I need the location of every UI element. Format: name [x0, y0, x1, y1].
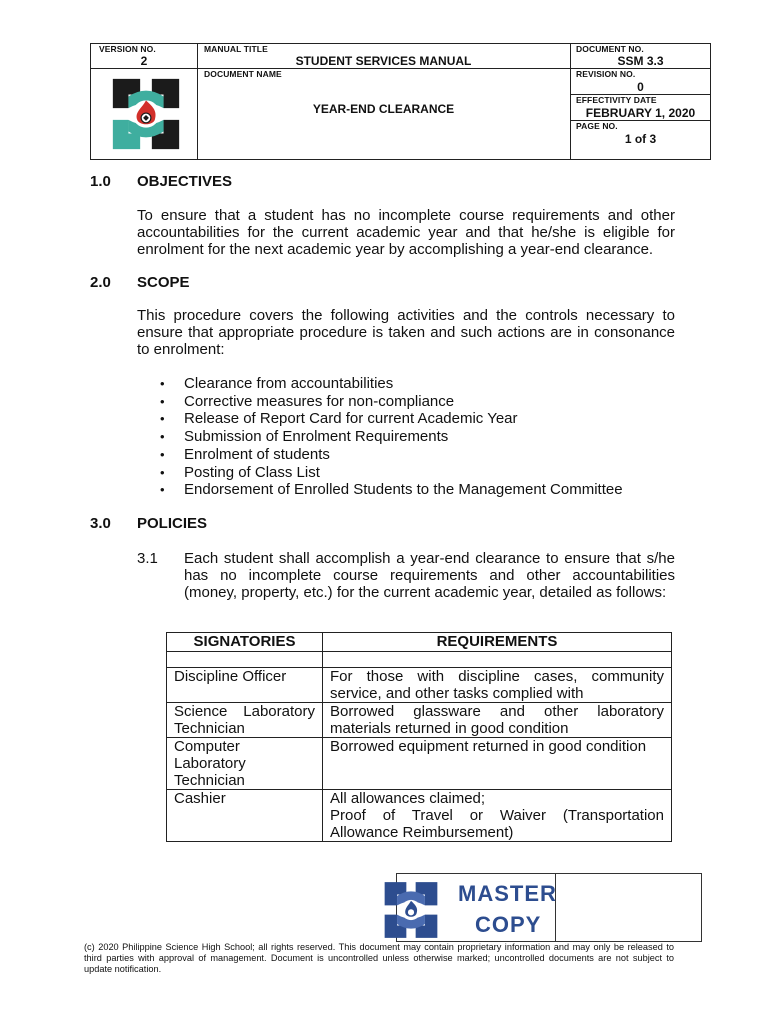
page-value: 1 of 3	[624, 132, 657, 146]
list-item: • Submission of Enrolment Requirements	[158, 428, 623, 446]
section-number: 1.0	[90, 173, 111, 190]
table-cell-signatory: Discipline Officer	[167, 668, 323, 703]
table-header-row	[167, 633, 672, 652]
document-no-value: SSM 3.3	[617, 54, 664, 68]
table-cell-signatory: Science Laboratory Technician	[167, 703, 323, 738]
table-cell-requirement: For those with discipline cases, community service, and other tasks complied with	[323, 668, 672, 703]
section-number: 3.0	[90, 515, 111, 532]
table-row	[167, 738, 672, 790]
list-item: • Endorsement of Enrolled Students to the Management Committee	[158, 481, 623, 499]
section-title-objectives: OBJECTIVES	[137, 173, 233, 190]
list-item: • Posting of Class List	[158, 464, 623, 482]
section-title-policies: POLICIES	[137, 515, 208, 532]
version-value: 2	[140, 54, 148, 68]
section-number: 2.0	[90, 274, 111, 291]
list-item: • Release of Report Card for current Academic Year	[158, 410, 623, 428]
table-cell-requirement: Borrowed glassware and other laboratory materials returned in good condition	[323, 703, 672, 738]
scope-bullet-list	[158, 375, 623, 499]
document-header	[90, 43, 711, 160]
version-label: VERSION NO.	[99, 44, 156, 54]
table-row	[167, 790, 672, 842]
column-header-requirements: REQUIREMENTS	[323, 633, 672, 652]
stamp-text-copy: COPY	[475, 912, 542, 937]
objectives-paragraph: To ensure that a student has no incomplete course requirements and other accountabilities for the current academic year and that he/she is eligible for enrolment for the next academic year by accomplishing a year-end clearance.	[137, 207, 675, 258]
page-label: PAGE NO.	[576, 121, 618, 131]
effectivity-label: EFFECTIVITY DATE	[576, 95, 657, 105]
revision-value: 0	[637, 80, 644, 94]
list-item: • Clearance from accountabilities	[158, 375, 623, 393]
column-header-signatories: SIGNATORIES	[167, 633, 323, 652]
revision-label: REVISION NO.	[576, 69, 636, 79]
header-divider	[91, 68, 197, 69]
effectivity-value: FEBRUARY 1, 2020	[585, 106, 696, 120]
stamp-logo-icon	[380, 879, 442, 941]
list-item: • Enrolment of students	[158, 446, 623, 464]
manual-title-label: MANUAL TITLE	[204, 44, 268, 54]
manual-title-value: STUDENT SERVICES MANUAL	[295, 54, 472, 68]
requirement-line: All allowances claimed;	[330, 790, 486, 807]
signatories-table	[166, 632, 672, 842]
table-cell-signatory: Computer Laboratory Technician	[167, 738, 323, 790]
document-no-label: DOCUMENT NO.	[576, 44, 644, 54]
table-cell-requirement	[323, 790, 672, 842]
stamp-text-master: MASTER	[458, 881, 557, 906]
table-row	[167, 652, 672, 668]
table-cell-signatory: Cashier	[167, 790, 323, 842]
scope-paragraph: This procedure covers the following activities and the controls necessary to ensure that appropriate procedure is taken and such actions are in consonance to enrolment:	[137, 307, 675, 358]
section-title-scope: SCOPE	[137, 274, 190, 291]
policy-paragraph: Each student shall accomplish a year-end clearance to ensure that s/he has no incomplete course requirements and other accountabilities (money, property, etc.) for the current academic year, detailed as follows:	[184, 550, 675, 601]
table-row	[167, 668, 672, 703]
table-row	[167, 703, 672, 738]
table-cell-requirement: Borrowed equipment returned in good condition	[323, 738, 672, 790]
list-item: • Corrective measures for non-compliance	[158, 393, 623, 411]
school-logo-icon	[107, 75, 185, 153]
copyright-footer: (c) 2020 Philippine Science High School; all rights reserved. This document may contain proprietary information and may only be released to third parties with approval of management. Document is uncontrolled unless otherwise marked; uncontrolled documents are not subject to update notification.	[84, 942, 674, 974]
document-name-label: DOCUMENT NAME	[204, 69, 282, 79]
document-name-value: YEAR-END CLEARANCE	[312, 102, 455, 116]
subsection-number: 3.1	[137, 550, 158, 567]
requirement-line: Proof of Travel or Waiver (Transportation Allowance Reimbursement)	[330, 807, 664, 841]
